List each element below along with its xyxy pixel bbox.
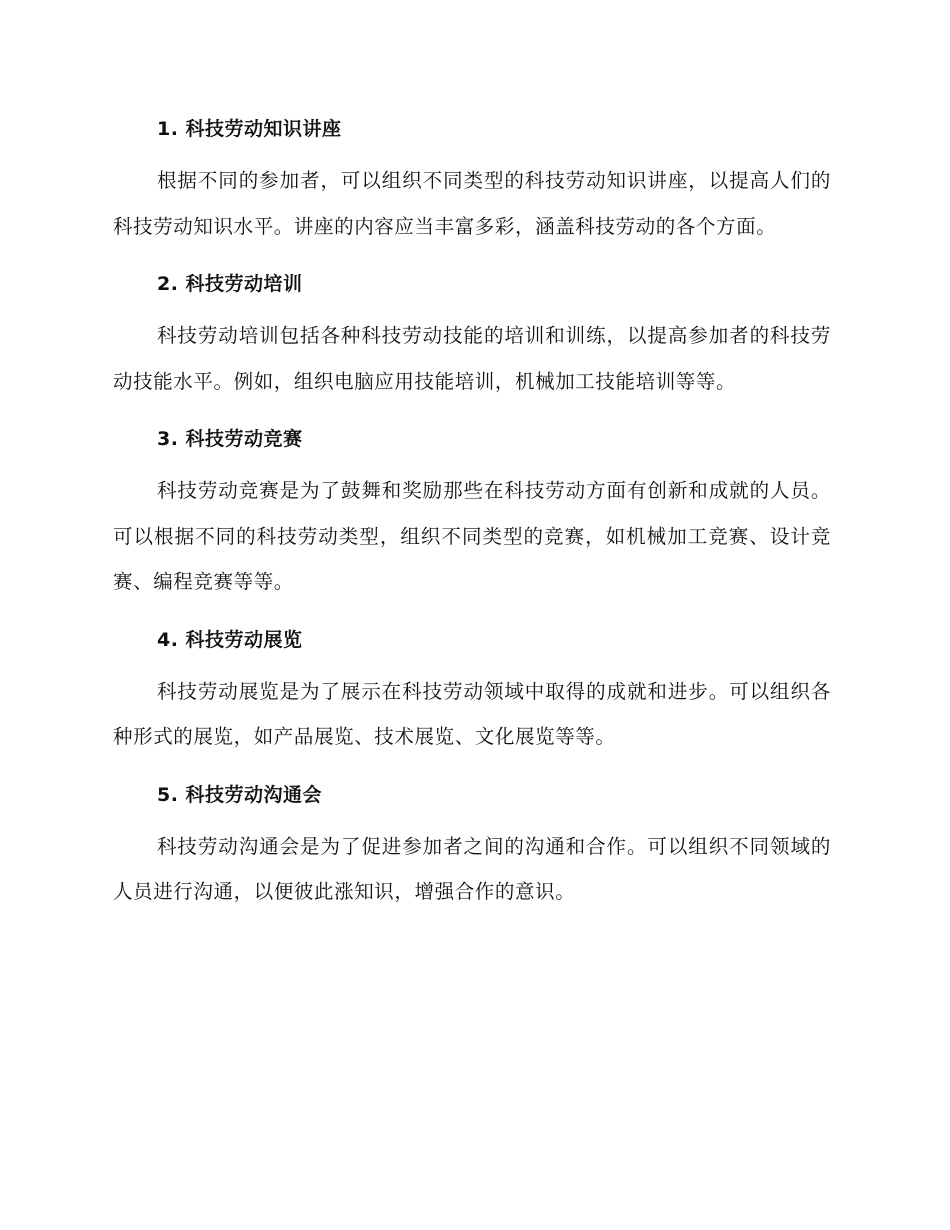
section-heading: 2. 科技劳动培训 [157,273,303,295]
section-training [113,261,831,404]
section-lecture [113,106,831,249]
section-heading: 4. 科技劳动展览 [157,628,303,651]
section-competition [113,416,831,605]
section-paragraph: 科技劳动竞赛是为了鼓舞和奖励那些在科技劳动方面有创新和成就的人员。可以根据不同的科技劳动类型，组织不同类型的竞赛，如机械加工竞赛、设计竞赛、编程竞赛等等。 [113,479,831,593]
section-paragraph: 科技劳动展览是为了展示在科技劳动领域中取得的成就和进步。可以组织各种形式的展览，如产品展览、技术展览、文化展览等等。 [113,679,831,748]
document-body [113,106,831,927]
section-paragraph: 科技劳动培训包括各种科技劳动技能的培训和训练，以提高参加者的科技劳动技能水平。例如，组织电脑应用技能培训，机械加工技能培训等等。 [113,324,831,393]
section-heading: 1. 科技劳动知识讲座 [157,118,342,140]
section-exhibition [113,617,831,760]
section-communication-meeting [113,772,831,915]
section-heading: 3. 科技劳动竞赛 [157,428,303,450]
section-heading: 5. 科技劳动沟通会 [157,783,323,806]
section-paragraph: 根据不同的参加者，可以组织不同类型的科技劳动知识讲座，以提高人们的科技劳动知识水平。讲座的内容应当丰富多彩，涵盖科技劳动的各个方面。 [113,169,831,238]
section-paragraph: 科技劳动沟通会是为了促进参加者之间的沟通和合作。可以组织不同领域的人员进行沟通，以便彼此涨知识，增强合作的意识。 [113,834,831,903]
